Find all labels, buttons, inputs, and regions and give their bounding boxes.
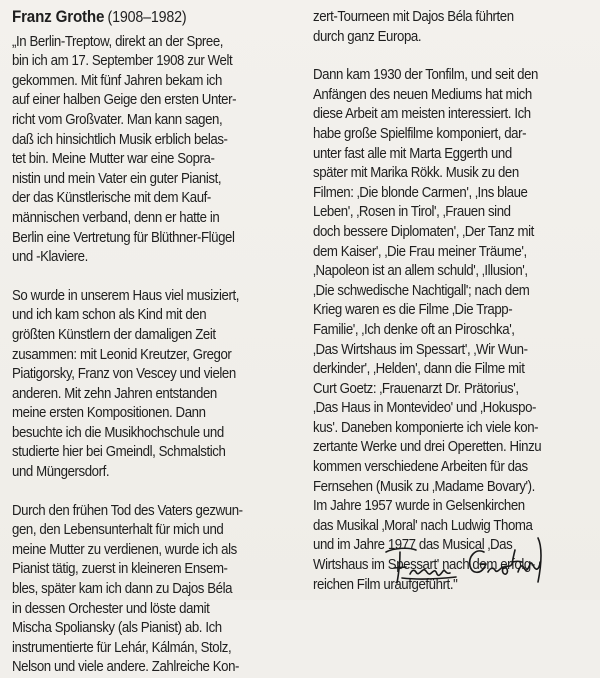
text-line: reichen Film uraufgeführt." xyxy=(313,576,458,593)
text-line: später mit Marika Rökk. Musik zu den xyxy=(313,165,519,182)
text-line: richt vom Großvater. Man kann sagen, xyxy=(12,111,223,128)
text-line: Berlin eine Vertretung für Blüthner-Flügel xyxy=(12,229,235,246)
text-line: daß ich hinsichtlich Musik erblich belas- xyxy=(12,131,228,148)
text-line: Anfängen des neuen Mediums hat mich xyxy=(313,86,532,103)
text-line: zert-Tourneen mit Dajos Béla führten xyxy=(313,9,514,25)
text-line: besuchte ich die Musikhochschule und xyxy=(12,424,224,441)
text-line: diese Arbeit am meisten interessiert. Ich xyxy=(313,106,531,123)
text-line: meine Mutter zu verdienen, wurde ich als xyxy=(12,541,237,558)
text-line: bin ich am 17. September 1908 zur Welt xyxy=(12,53,233,70)
left-paragraph-1 xyxy=(12,33,284,268)
text-line: derkinder', ‚Helden', dann die Filme mit xyxy=(313,361,525,378)
signature-image xyxy=(380,528,560,590)
right-paragraph-2 xyxy=(313,66,585,595)
text-line: Mischa Spoliansky (als Pianist) ab. Ich xyxy=(12,620,222,637)
right-column xyxy=(313,8,585,595)
text-line: gekommen. Mit fünf Jahren bekam ich xyxy=(12,72,222,89)
text-line: ‚Das Haus in Montevideo' und ‚Hokuspo- xyxy=(313,400,537,417)
composer-name: Franz Grothe xyxy=(12,8,105,26)
text-line: zusammen: mit Leonid Kreutzer, Gregor xyxy=(12,346,232,363)
text-line: Nelson und viele andere. Zahlreiche Kon- xyxy=(12,659,240,676)
text-line: und ich kam schon als Kind mit den xyxy=(12,307,207,324)
text-line: Wirtshaus im Spessart' nach dem erfolg- xyxy=(313,557,535,574)
text-line: bles, später kam ich dann zu Dajos Béla xyxy=(12,581,233,598)
composer-years: (1908–1982) xyxy=(107,9,187,26)
text-line: Krieg waren es die Filme ‚Die Trapp- xyxy=(313,302,513,319)
text-line: Im Jahre 1957 wurde in Gelsenkirchen xyxy=(313,498,525,515)
text-line: „In Berlin-Treptow, direkt an der Spree, xyxy=(12,33,224,50)
text-line: kommen verschiedene Arbeiten für das xyxy=(313,459,528,476)
text-line: das Musikal ‚Moral' nach Ludwig Thoma xyxy=(313,517,533,534)
text-line: meine ersten Kompositionen. Dann xyxy=(12,405,206,422)
text-line: und Müngersdorf. xyxy=(12,464,110,481)
text-line: Filmen: ‚Die blonde Carmen', ‚Ins blaue xyxy=(313,184,528,201)
text-line: nistin und mein Vater ein guter Pianist, xyxy=(12,170,222,187)
text-line: gen, den Lebensunterhalt für mich und xyxy=(12,522,224,539)
text-line: ‚Die schwedische Nachtigall'; nach dem xyxy=(313,282,530,299)
text-line: doch bessere Diplomaten', ‚Der Tanz mit xyxy=(313,223,534,240)
text-line: größten Künstlern der damaligen Zeit xyxy=(12,326,216,343)
text-line: auf einer halben Geige den ersten Unter- xyxy=(12,92,237,109)
right-paragraph-1 xyxy=(313,8,585,47)
text-line: zertante Werke und drei Operetten. Hinzu xyxy=(313,439,542,456)
text-line: in dessen Orchester und löste damit xyxy=(12,600,210,617)
text-line: tet bin. Meine Mutter war eine Sopra- xyxy=(12,151,215,168)
text-line: habe große Spielfilme komponiert, dar- xyxy=(313,125,527,142)
text-line: kus'. Daneben komponierte ich viele kon- xyxy=(313,419,539,436)
left-paragraph-3 xyxy=(12,502,284,678)
text-line: Pianist tätig, zuerst in kleineren Ensem- xyxy=(12,561,228,578)
text-line: anderen. Mit zehn Jahren entstanden xyxy=(12,385,217,402)
text-line: Dann kam 1930 der Tonfilm, und seit den xyxy=(313,67,539,84)
text-line: So wurde in unserem Haus viel musiziert, xyxy=(12,287,239,304)
text-line: Durch den frühen Tod des Vaters gezwun- xyxy=(12,502,243,519)
left-paragraph-2 xyxy=(12,287,284,483)
text-line: der das Künstlerische mit dem Kauf- xyxy=(12,190,211,207)
text-line: durch ganz Europa. xyxy=(313,28,422,45)
text-line: und im Jahre 1977 das Musical ‚Das xyxy=(313,537,513,554)
text-line: männischen verband, denn er hatte in xyxy=(12,209,220,226)
text-line: Leben', ‚Rosen in Tirol', ‚Frauen sind xyxy=(313,204,511,221)
left-column xyxy=(12,8,284,678)
heading xyxy=(12,8,284,29)
text-line: Familie', ‚Ich denke oft an Piroschka', xyxy=(313,321,515,338)
text-line: dem Kaiser', ‚Die Frau meiner Träume', xyxy=(313,243,527,260)
text-line: ‚Napoleon ist an allem schuld', ‚Illusion', xyxy=(313,263,528,280)
text-line: Curt Goetz: ‚Frauenarzt Dr. Prätorius', xyxy=(313,380,519,397)
text-line: studierte hier bei Gmeindl, Schmalstich xyxy=(12,444,226,461)
text-line: ‚Das Wirtshaus im Spessart', ‚Wir Wun- xyxy=(313,341,528,358)
text-line: unter fast alle mit Marta Eggerth und xyxy=(313,145,512,162)
text-line: Piatigorsky, Franz von Vescey und vielen xyxy=(12,366,236,383)
text-line: Fernsehen (Musik zu ‚Madame Bovary'). xyxy=(313,478,535,495)
text-line: und -Klaviere. xyxy=(12,249,88,266)
text-line: instrumentierte für Lehár, Kálmán, Stolz, xyxy=(12,639,232,656)
